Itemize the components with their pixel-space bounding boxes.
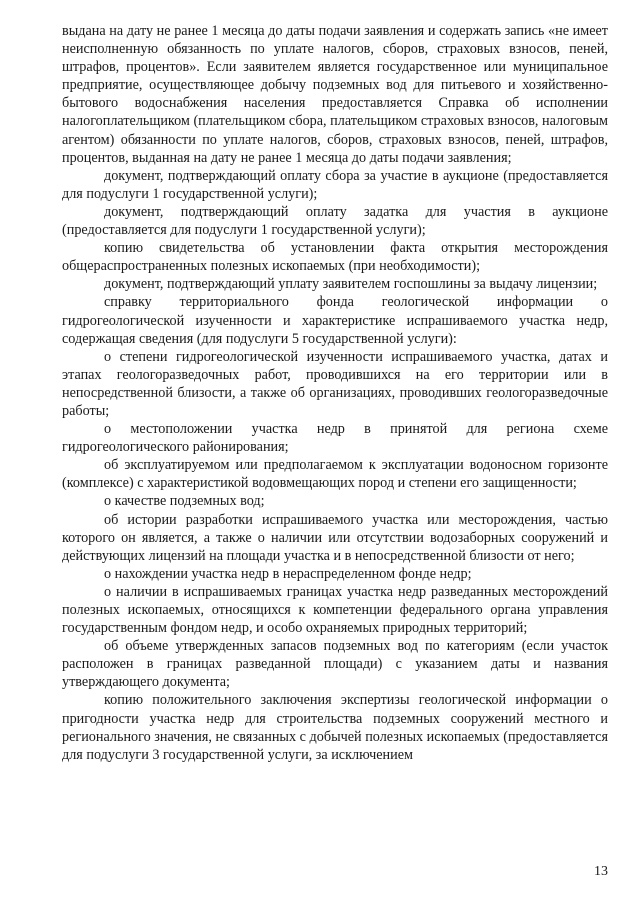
- paragraph-1: выдана на дату не ранее 1 месяца до даты подачи заявления и содержать запись «не имеет неисполненную обязанность по уплате налогов, сборов, страховых взносов, пеней, штрафов, процентов». Если заявителем является государственное или муниципальное предприятие, осуществляющее добычу подземных вод для питьевого и хозяйственно-бытового водоснабжения населения предоставляется Справка об исполнении налогоплательщиком (плательщиком сбора, плательщиком страховых взносов, налоговым агентом) обязанности по уплате налогов, сборов, страховых взносов, пеней, штрафов, процентов, выданная на дату не ранее 1 месяца до даты подачи заявления;: [62, 23, 608, 166]
- paragraph-2: документ, подтверждающий оплату сбора за участие в аукционе (предоставляется для подуслуги 1 государственной услуги);: [62, 167, 608, 202]
- paragraph-13: о наличии в испрашиваемых границах участка недр разведанных месторождений полезных ископаемых, относящихся к компетенции федерального органа управления государственным фондом недр, и особо охраняемых природных территорий;: [62, 583, 608, 637]
- page-number: 13: [594, 864, 608, 879]
- paragraph-3: документ, подтверждающий оплату задатка для участия в аукционе (предоставляется для подуслуги 1 государственной услуги);: [62, 203, 608, 239]
- paragraph-4: копию свидетельства об установлении факта открытия месторождения общераспространенных полезных ископаемых (при необходимости);: [62, 240, 608, 275]
- paragraph-12: о нахождении участка недр в нераспределенном фонде недр;: [104, 565, 472, 582]
- paragraph-8: о местоположении участка недр в принятой для региона схеме гидрогеологического районирования;: [62, 421, 608, 456]
- paragraph-5: документ, подтверждающий уплату заявителем госпошлины за выдачу лицензии;: [104, 276, 598, 293]
- paragraph-6: справку территориального фонда геологической информации о гидрогеологической изученности и характеристике испрашиваемого участка недр, содержащая сведения (для подуслуги 5 государственной услуги):: [62, 294, 608, 347]
- paragraph-14: об объеме утвержденных запасов подземных вод по категориям (если участок расположен в границах разведанной площади) с указанием даты и названия утверждающего документа;: [62, 638, 608, 691]
- paragraph-9: об эксплуатируемом или предполагаемом к эксплуатации водоносном горизонте (комплексе) с характеристикой водовмещающих пород и степени его защищенности;: [62, 457, 608, 492]
- document-page: [62, 22, 608, 764]
- paragraph-7: о степени гидрогеологической изученности испрашиваемого участка, датах и этапах геологоразведочных работ, проводившихся на его территории или в непосредственной близости, а также об организациях, проводивших геологоразведочные работы;: [62, 348, 608, 419]
- paragraph-10: о качестве подземных вод;: [104, 493, 265, 510]
- paragraph-11: об истории разработки испрашиваемого участка или месторождения, частью которого он является, а также о наличии или отсутствии водозаборных сооружений и действующих лицензий на площади участка и в непосредственной близости от него;: [62, 511, 608, 564]
- paragraph-15: копию положительного заключения экспертизы геологической информации о пригодности участка недр для строительства подземных сооружений местного и регионального значения, не связанных с добычей полезных ископаемых (предоставляется для подуслуги 3 государственной услуги, за исключением: [62, 692, 608, 763]
